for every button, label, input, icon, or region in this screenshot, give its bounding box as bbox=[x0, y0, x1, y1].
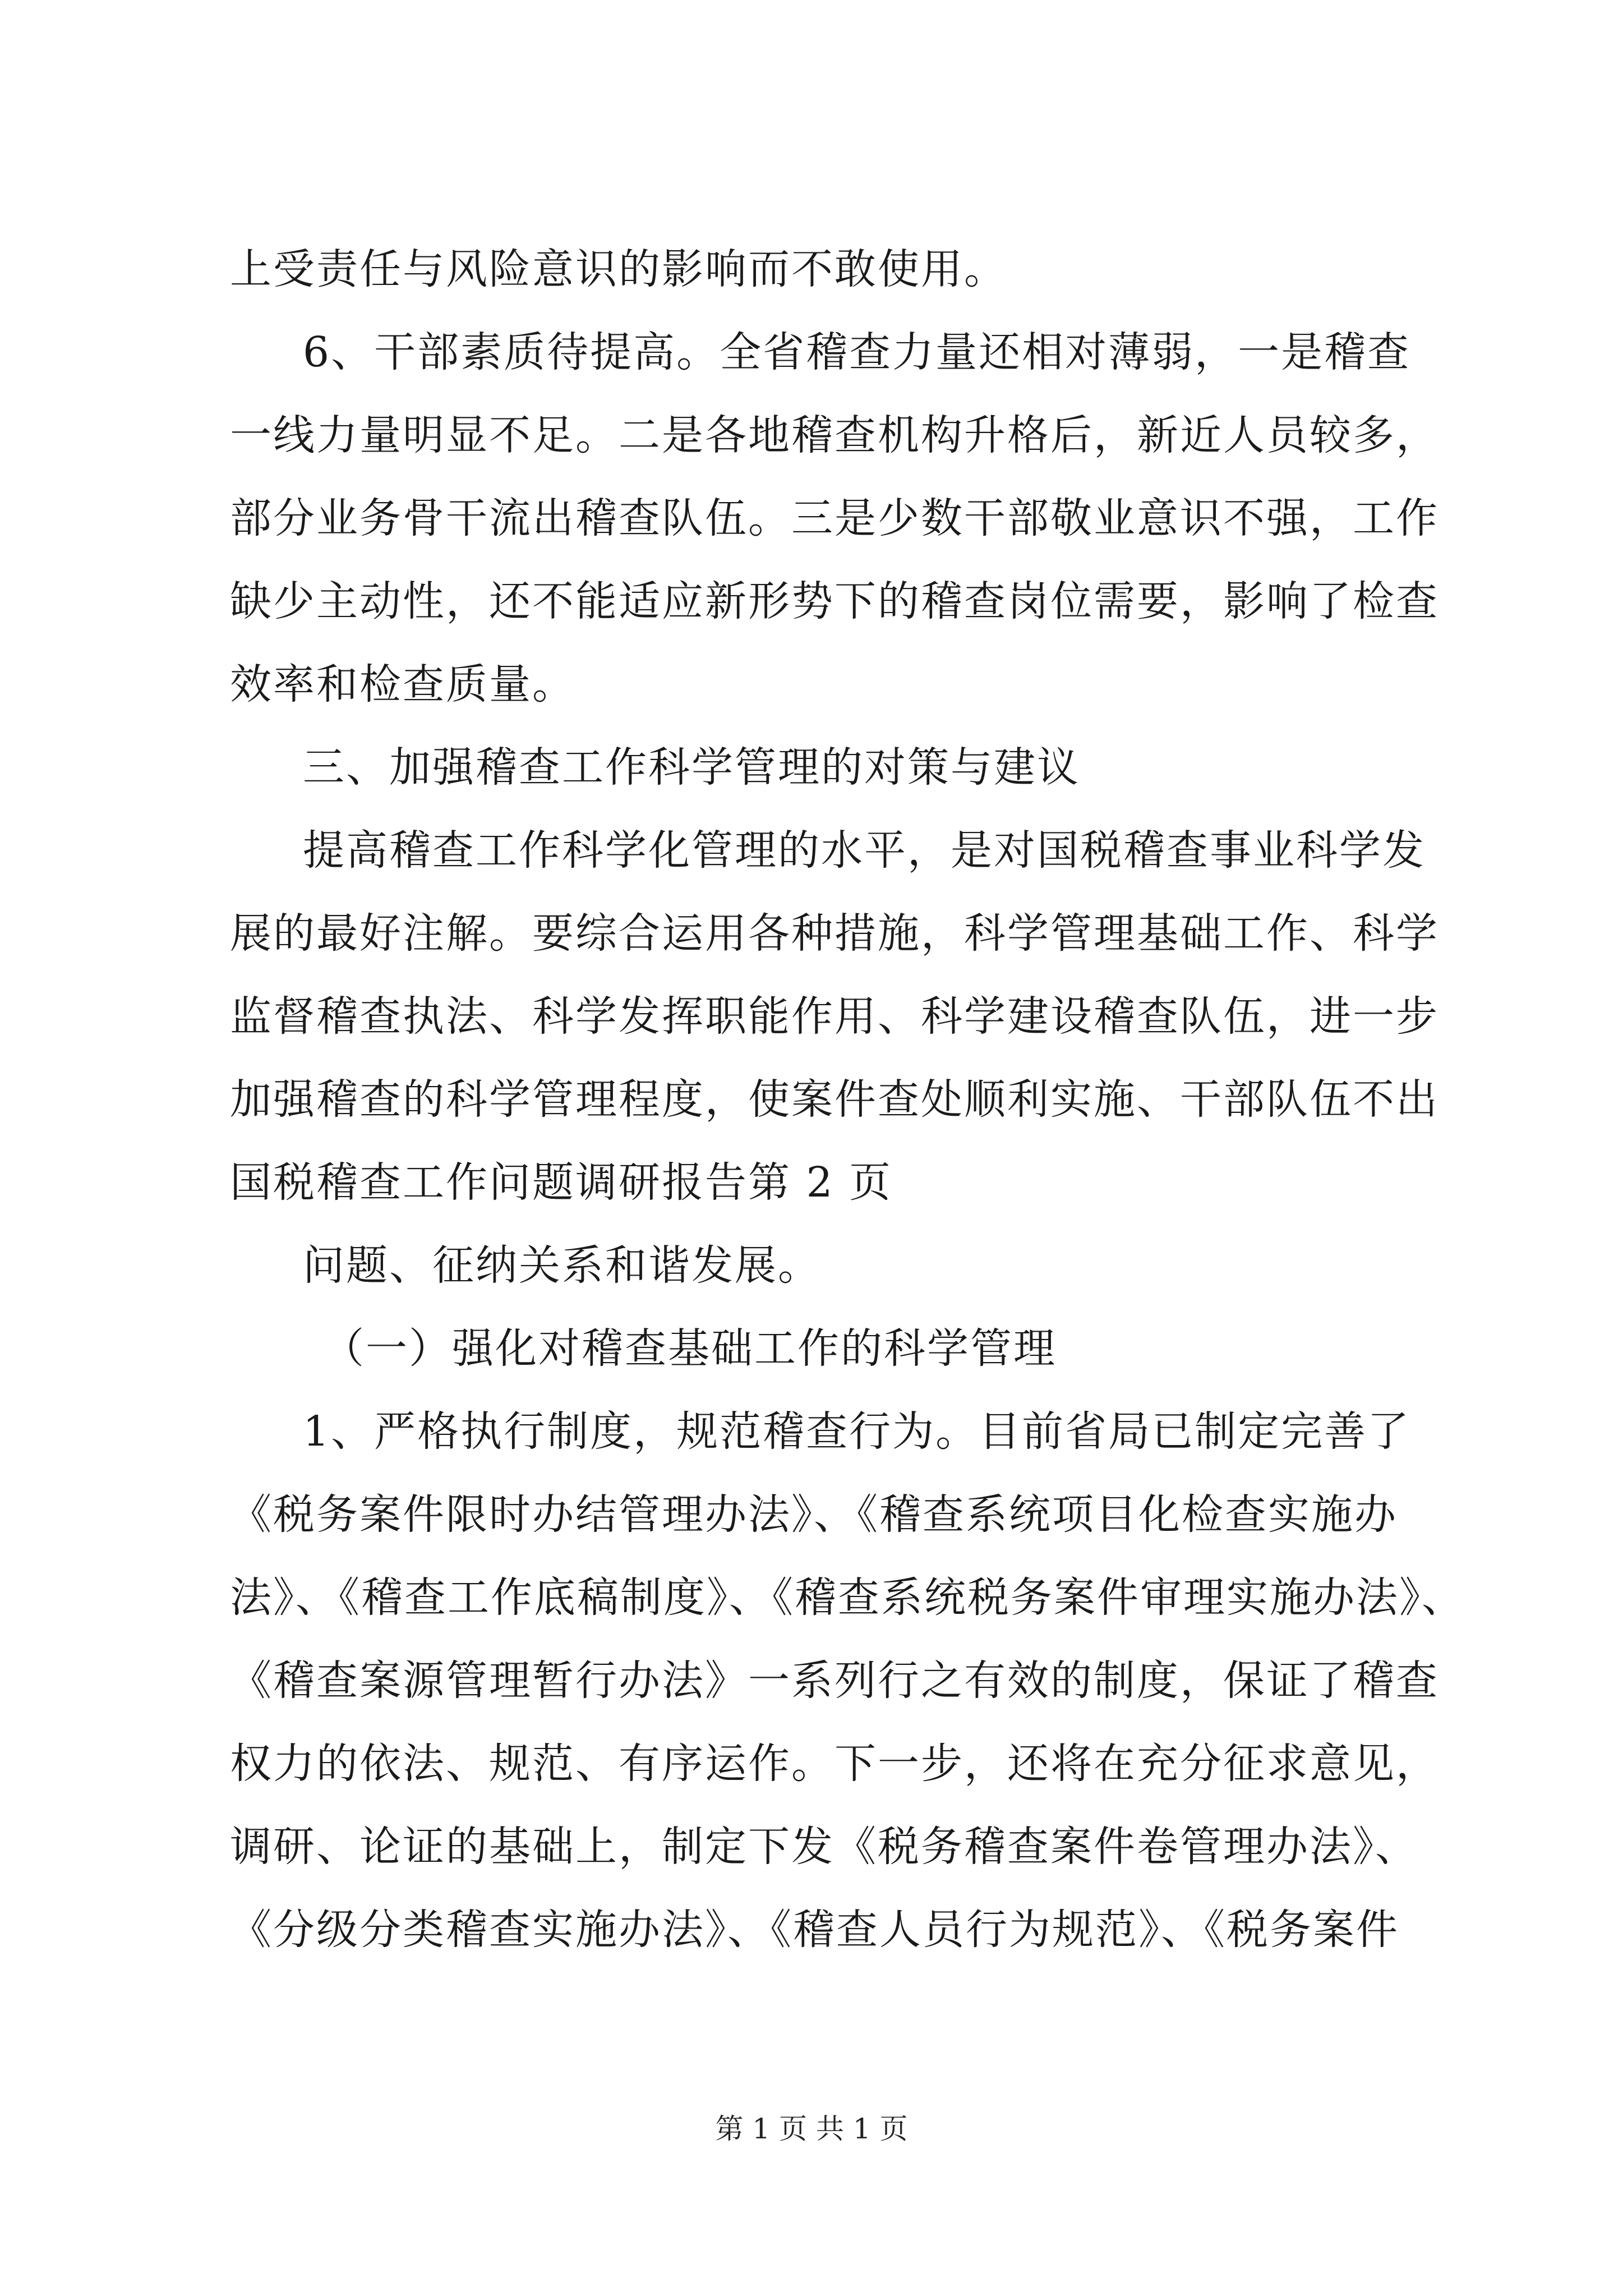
text-line: 监督稽查执法、科学发挥职能作用、科学建设稽查队伍，进一步 bbox=[230, 992, 1439, 1041]
text-line: 法》、《稽查工作底稿制度》、《稽查系统税务案件审理实施办法》、 bbox=[230, 1573, 1465, 1622]
text-line: 展的最好注解。要综合运用各种措施，科学管理基础工作、科学 bbox=[230, 909, 1439, 958]
text-line: 1、严格执行制度，规范稽查行为。目前省局已制定完善了 bbox=[303, 1407, 1411, 1456]
text-line: 调研、论证的基础上，制定下发《税务稽查案件卷管理办法》、 bbox=[230, 1823, 1418, 1871]
text-line: 一线力量明显不足。二是各地稽查机构升格后，新近人员较多， bbox=[230, 411, 1439, 459]
text-line: 上受责任与风险意识的影响而不敢使用。 bbox=[230, 245, 1007, 293]
text-line: 部分业务骨干流出稽查队伍。三是少数干部敬业意识不强，工作 bbox=[230, 494, 1439, 542]
text-line: 问题、征纳关系和谐发展。 bbox=[303, 1241, 821, 1290]
text-line: 《分级分类稽查实施办法》、《稽查人员行为规范》、《税务案件 bbox=[230, 1906, 1399, 1954]
text-line: 《稽查案源管理暂行办法》一系列行之有效的制度，保证了稽查 bbox=[230, 1657, 1439, 1705]
page-break-label: 国税稽查工作问题调研报告第 2 页 bbox=[230, 1158, 893, 1207]
text-line: 加强稽查的科学管理程度，使案件查处顺利实施、干部队伍不出 bbox=[230, 1075, 1439, 1124]
subsection-heading: （一）强化对稽查基础工作的科学管理 bbox=[322, 1324, 1057, 1373]
page-footer: 第 1 页 共 1 页 bbox=[715, 2113, 908, 2145]
text-line: 缺少主动性，还不能适应新形势下的稽查岗位需要，影响了检查 bbox=[230, 577, 1439, 625]
text-line: 6、干部素质待提高。全省稽查力量还相对薄弱，一是稽查 bbox=[303, 328, 1411, 376]
text-line: 提高稽查工作科学化管理的水平，是对国税稽查事业科学发 bbox=[303, 826, 1426, 875]
section-heading: 三、加强稽查工作科学管理的对策与建议 bbox=[303, 743, 1080, 792]
text-line: 《税务案件限时办结管理办法》、《稽查系统项目化检查实施办 bbox=[230, 1490, 1398, 1539]
text-line: 效率和检查质量。 bbox=[230, 660, 575, 708]
text-line: 权力的依法、规范、有序运作。下一步，还将在充分征求意见， bbox=[230, 1740, 1439, 1788]
